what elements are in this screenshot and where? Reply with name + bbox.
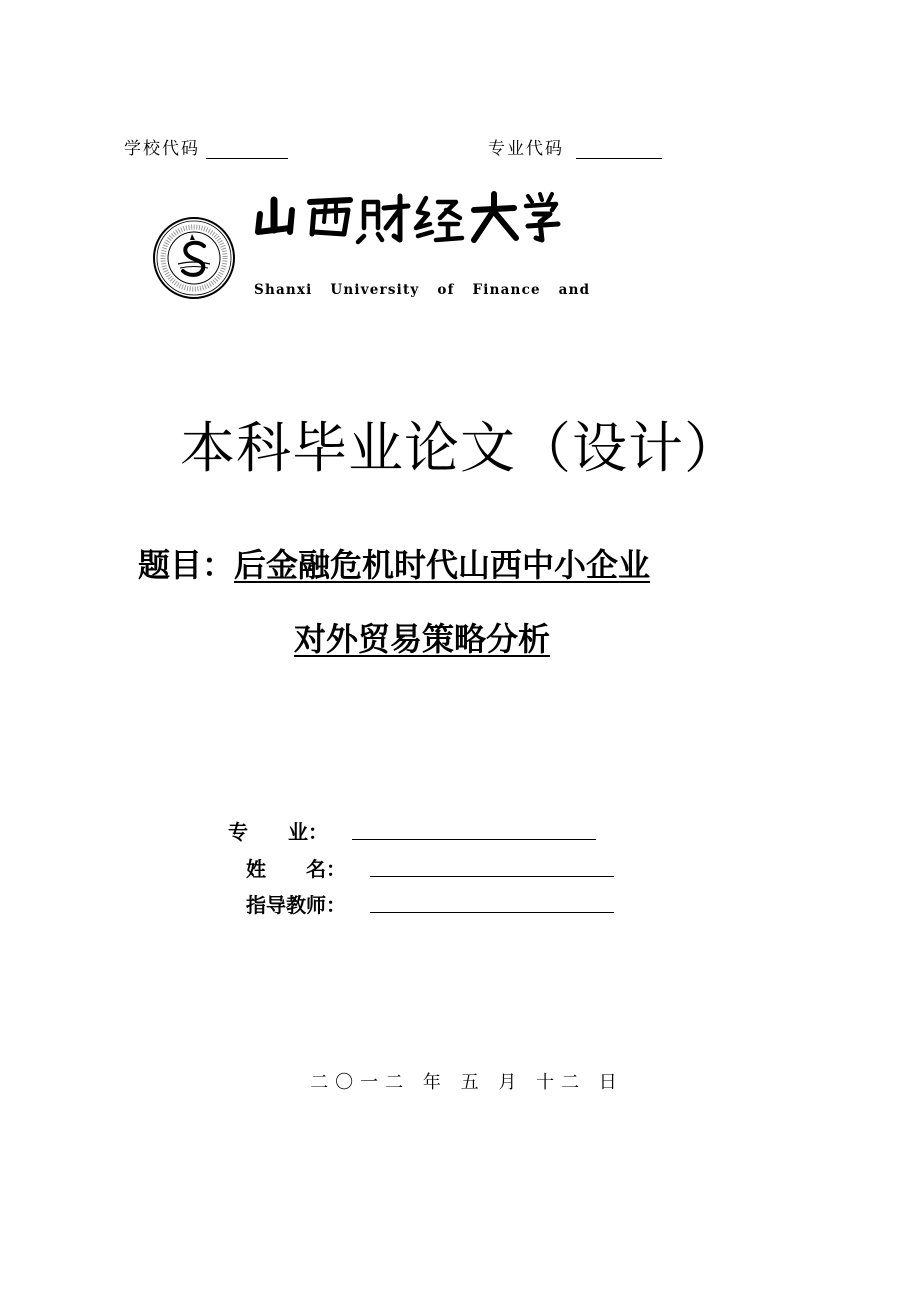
submission-date: 二〇一二 年 五 月 十二 日 (310, 1072, 624, 1093)
topic-label: 题目： (138, 546, 235, 584)
university-emblem-icon (152, 216, 236, 300)
advisor-label: 指导教师： (246, 893, 346, 917)
name-field (246, 853, 346, 882)
major-code-field (488, 134, 662, 159)
major-blank (352, 839, 596, 840)
school-code-label: 学校代码 (124, 139, 200, 159)
advisor-field (246, 889, 346, 918)
school-code-field (124, 134, 288, 159)
document-title-text: 本科毕业论文（设计） (179, 416, 740, 480)
major-label: 专 业： (228, 820, 328, 844)
document-title (0, 404, 920, 483)
topic-title-line-1: 后金融危机时代山西中小企业 (234, 546, 651, 584)
name-label: 姓 名： (246, 857, 346, 881)
university-calligraphy-logo (252, 188, 562, 248)
school-code-blank (206, 140, 288, 159)
name-blank (370, 876, 614, 877)
university-name-english: Shanxi University of Finance and (254, 282, 591, 298)
major-field (228, 816, 328, 845)
topic-title-line-2: 对外贸易策略分析 (294, 620, 551, 658)
major-code-blank (576, 140, 662, 159)
major-code-label: 专业代码 (488, 139, 564, 159)
advisor-blank (370, 912, 614, 913)
topic-line-1 (138, 540, 650, 586)
